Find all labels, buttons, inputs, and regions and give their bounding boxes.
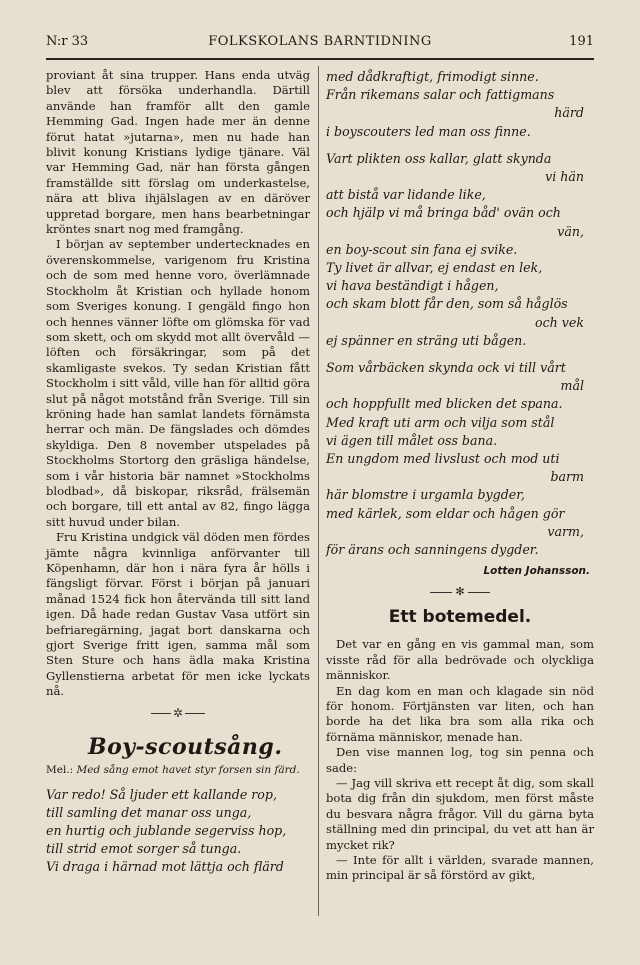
verse-line: Ty livet är allvar, ej endast en lek, xyxy=(326,260,543,276)
song-title: Boy-scoutsång. xyxy=(88,733,283,760)
verse-line: en hurtig och jublande segerviss hop, xyxy=(46,823,287,839)
publication-title: FOLKSKOLANS BARNTIDNING xyxy=(208,34,432,49)
verse-line: här blomstre i urgamla bygder, xyxy=(326,487,525,503)
verse-line: och hjälp vi må bringa båd' ovän och xyxy=(326,205,561,221)
left-column xyxy=(46,68,310,877)
right-column xyxy=(326,68,594,884)
verse-line: Med kraft uti arm och vilja som stål xyxy=(326,414,555,430)
verse-line: med dådkraftigt, frimodigt sinne. xyxy=(326,69,539,84)
verse-line: Var redo! Så ljuder ett kallande rop, xyxy=(46,786,277,802)
section-ornament: ✲ xyxy=(46,706,310,720)
verse-line-wrap: barm xyxy=(550,469,584,485)
melody-text: Med sång emot havet styr forsen sin färd. xyxy=(76,763,300,776)
melody-label: Mel.: xyxy=(46,763,74,776)
song-verse-start xyxy=(46,786,310,877)
verse-line: för ärans och sanningens dygder. xyxy=(326,542,539,558)
story-text xyxy=(326,637,594,884)
page-number: 191 xyxy=(569,34,594,49)
verse-line: ej spänner en sträng uti bågen. xyxy=(326,332,527,348)
paragraph: En dag kom en man och klagade sin nöd för honom. Förtjänsten var liten, och han borde ha det lika bra som alla rika och förnäma människor, menade han. xyxy=(326,683,594,744)
verse-line: med kärlek, som eldar och hågen gör xyxy=(326,505,565,521)
verse-line: vi hava beständigt i hågen, xyxy=(326,278,499,294)
column-divider xyxy=(318,66,319,916)
verse-line-wrap: vi hän xyxy=(545,169,584,185)
paragraph: proviant åt sina trupper. Hans enda utväg blev att försöka underhandla. Därtill använde han framför allt den gamle Hemming Gad. Ingen hade mer än denne förut hatat »jutarna», men nu hade han blivit konung Kristians lydige tjänare. Väl var Hemming Gad, när han första gången framställde sitt förslag om underkastelse, nära att bliva ihjälslagen av en däröver uppretad borgare, men hans bearbetningar kröntes snart nog med framgång. xyxy=(46,68,310,237)
verse-line: Vart plikten oss kallar, glatt skynda xyxy=(326,150,552,166)
song-author: Lotten Johansson. xyxy=(483,565,590,578)
verse-line: i boyscouters led man oss finne. xyxy=(326,123,531,139)
verse-line: vi ägen till målet oss bana. xyxy=(326,432,498,448)
verse-line: att bistå var lidande like, xyxy=(326,187,486,203)
verse-line-wrap: härd xyxy=(554,105,584,121)
paragraph: Det var en gång en vis gammal man, som visste råd för alla bedrövade och olyckliga människor. xyxy=(326,637,594,683)
verse-line: till strid emot sorger så tunga. xyxy=(46,841,242,857)
verse-line-wrap: varm, xyxy=(547,523,584,539)
song-continuation xyxy=(326,68,594,559)
verse-line: Vi draga i härnad mot lättja och flärd xyxy=(46,859,284,875)
history-article xyxy=(46,68,310,700)
paragraph: — Jag vill skriva ett recept åt dig, som skall bota dig från din sjukdom, men först måste du besvara några frågor. Vill du gärna byta ställning med din principal, du vet att han är mycket rik? xyxy=(326,775,594,852)
verse-line-wrap: och vek xyxy=(535,314,584,330)
verse-line-wrap: vän, xyxy=(557,223,584,239)
melody-note xyxy=(46,764,310,776)
verse-line: och skam blott får den, som så håglös xyxy=(326,296,568,312)
paragraph: I början av september undertecknades en överenskommelse, varigenom fru Kristina och de som med henne voro, överlämnade Stockholm åt Kristian och hyllade honom som Sveriges konung. I gengäld fingo hon och hennes vänner löfte om glömska för vad som skett, och om skydd mot allt övervåld — löften och försäkringar, som på det skamligaste svekos. Ty sedan Kristian fått Stockholm i sitt våld, ville han för alltid göra slut på något motstånd från Sverige. Till sin kröning hade han samlat landets förnämsta herrar och män. De fängslades och dömdes skyldiga. Den 8 november utspelades på Stockholms Stortorg den gräsliga händelse, som i vår historia bär namnet »Stockholms blodbad», då biskopar, riksråd, frälsemän och borgare, till ett antal av 82, fingo lägga sitt huvud under bilan. xyxy=(46,237,310,529)
verse-line: till samling det manar oss unga, xyxy=(46,804,252,820)
verse-line: en boy-scout sin fana ej svike. xyxy=(326,241,518,257)
verse-line-wrap: mål xyxy=(560,378,584,394)
verse-line: Som vårbäcken skynda ock vi till vårt xyxy=(326,360,566,376)
header-rule xyxy=(46,58,594,60)
verse-line: En ungdom med livslust och mod uti xyxy=(326,451,560,467)
paragraph: Fru Kristina undgick väl döden men fördes jämte några kvinnliga anförvanter till Köpenhamn, där hon i nära fyra år hölls i fängsligt förvar. Först i början på januari månad 1524 fick hon återvända till sitt land igen. Då hade redan Gustav Vasa utfört sin befriaregärning, jagat bort danskarna och gjort Sverige fritt igen, samma mål som Sten Sture och hans ädla maka Kristina Gyllenstierna arbetat för men icke lyckats nå. xyxy=(46,530,310,699)
paragraph: — Inte för allt i världen, svarade mannen, min principal är så förstörd av gikt, xyxy=(326,852,594,883)
paragraph: Den vise mannen log, tog sin penna och sade: xyxy=(326,745,594,775)
page-header xyxy=(46,34,594,54)
verse-line: och hoppfullt med blicken det spana. xyxy=(326,396,563,412)
verse-line: Från rikemans salar och fattigmans xyxy=(326,87,555,103)
story-title: Ett botemedel. xyxy=(388,607,532,628)
section-ornament: ✻ xyxy=(326,585,594,599)
issue-number: N:r 33 xyxy=(46,34,89,49)
